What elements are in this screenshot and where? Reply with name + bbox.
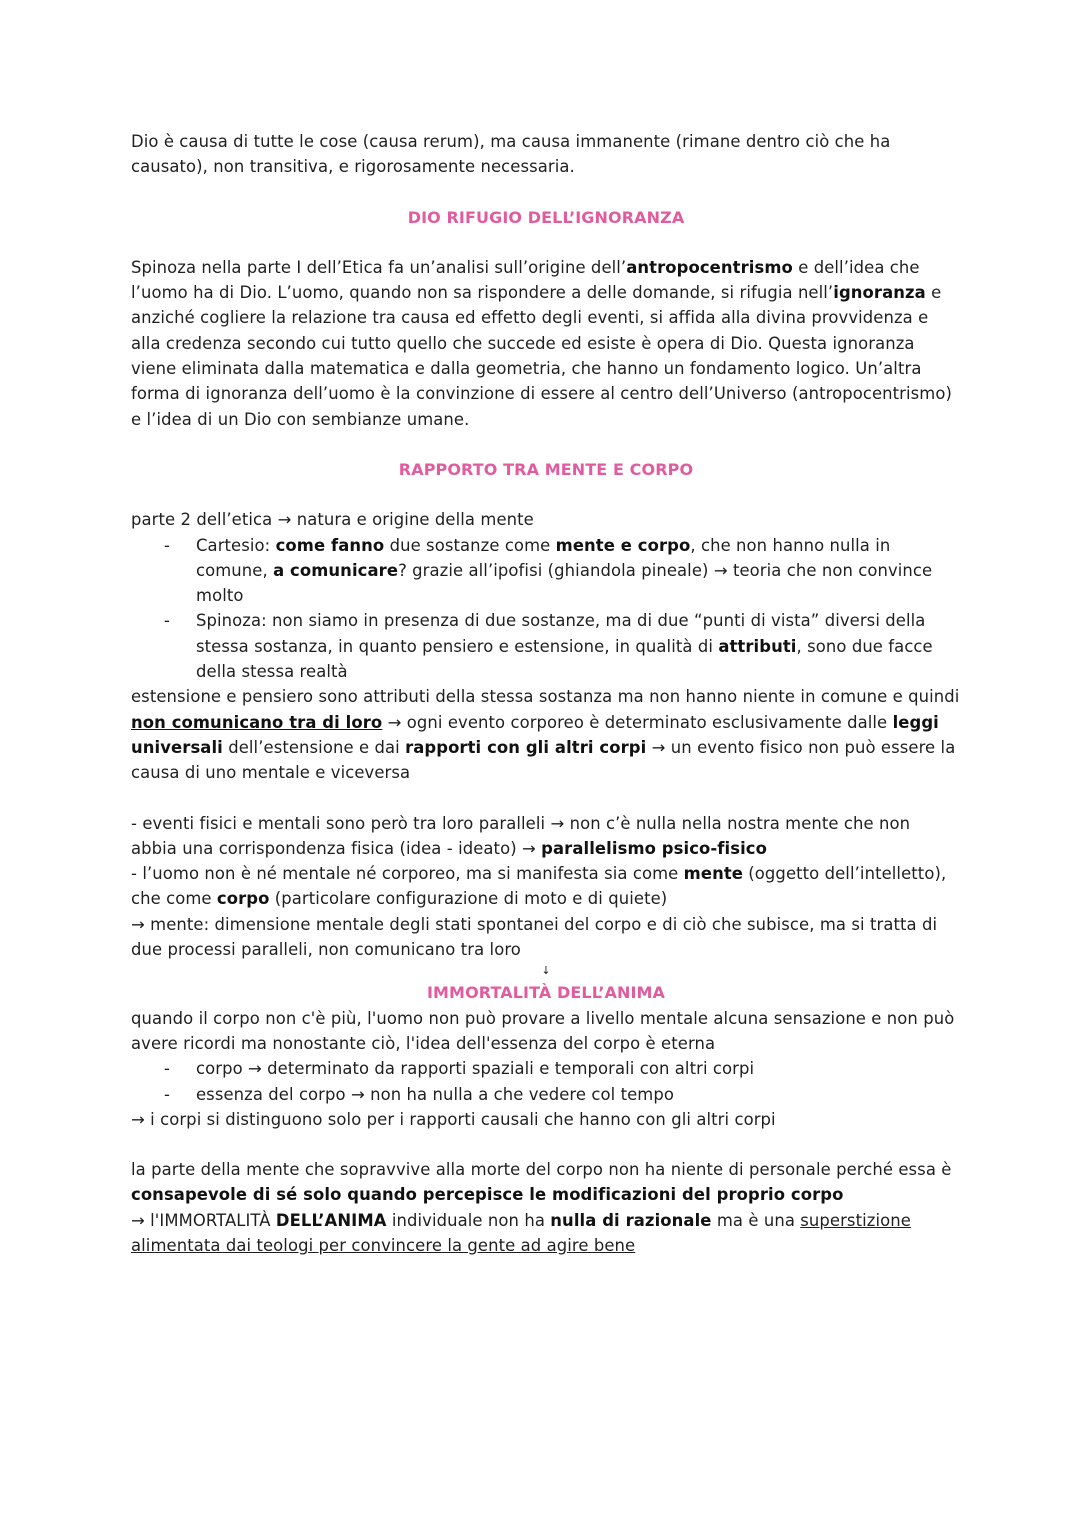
document-page: [131, 129, 961, 1258]
heading-dio-rifugio: DIO RIFUGIO DELL’IGNORANZA: [407, 207, 685, 227]
corpo-essenza-list: [131, 1056, 961, 1107]
immortalita-conclusion-paragraph: → l'IMMORTALITÀ DELL’ANIMA individuale non ha nulla di razionale ma è una superstizione alimentata dai teologi per convincere la gente ad agire bene: [131, 1210, 911, 1255]
parallelismo-paragraph: - eventi fisici e mentali sono però tra loro paralleli → non c’è nulla nella nostra mente che non abbia una corrispondenza fisica (idea - ideato) → parallelismo psico-fisico: [131, 813, 911, 858]
heading-rapporto-mente-corpo: RAPPORTO TRA MENTE E CORPO: [398, 459, 694, 479]
list-item: - Spinoza: non siamo in presenza di due sostanze, ma di due “punti di vista” diversi della stessa sostanza, in quanto pensiero e estensione, in qualità di attributi, sono due facce della stessa realtà: [164, 611, 933, 682]
etica-parte-2-line: parte 2 dell’etica → natura e origine della mente: [131, 510, 534, 530]
ignoranza-paragraph: Spinoza nella parte I dell’Etica fa un’analisi sull’origine dell’antropocentrismo e dell’idea che l’uomo ha di Dio. L’uomo, quando non sa rispondere a delle domande, si rifugia nell’ignoranza e anziché cogliere la relazione tra causa ed effetto degli eventi, si affida alla divina provvidenza e alla credenza secondo cui tutto quello che succede ed esiste è opera di Dio. Questa ignoranza viene eliminata dalla matematica e dalla geometria, che hanno un fondamento logico. Un’altra forma di ignoranza dell’uomo è la convinzione di essere al centro dell’Universo (antropocentrismo) e l’idea di un Dio con sembianze umane.: [131, 257, 952, 429]
corpo-non-c-e-paragraph: quando il corpo non c'è più, l'uomo non può provare a livello mentale alcuna sensazione e non può avere ricordi ma nonostante ciò, l'idea dell'essenza del corpo è eterna: [131, 1008, 955, 1053]
mente-paragraph: → mente: dimensione mentale degli stati spontanei del corpo e di ciò che subisce, ma si tratta di due processi paralleli, non comunicano tra loro: [131, 914, 938, 960]
list-item: - Cartesio: come fanno due sostanze come mente e corpo, che non hanno nulla in comune, a comunicare? grazie all’ipofisi (ghiandola pineale) → teoria che non convince molto: [164, 535, 933, 606]
list-item: - corpo → determinato da rapporti spaziali e temporali con altri corpi: [164, 1059, 755, 1079]
cartesio-spinoza-list: [131, 533, 961, 685]
intro-paragraph: Dio è causa di tutte le cose (causa rerum), ma causa immanente (rimane dentro ciò che ha causato), non transitiva, e rigorosamente necessaria.: [131, 132, 891, 177]
parte-mente-paragraph: la parte della mente che sopravvive alla morte del corpo non ha niente di personale perché essa è consapevole di sé solo quando percepisce le modificazioni del proprio corpo: [131, 1160, 952, 1205]
uomo-paragraph: - l’uomo non è né mentale né corporeo, ma si manifesta sia come mente (oggetto dell’intelletto), che come corpo (particolare configurazione di moto e di quiete): [131, 864, 947, 909]
heading-immortalita: IMMORTALITÀ DELL’ANIMA: [426, 983, 666, 1003]
corpi-distinguono-line: → i corpi si distinguono solo per i rapporti causali che hanno con gli altri corpi: [131, 1109, 776, 1129]
list-item: - essenza del corpo → non ha nulla a che vedere col tempo: [164, 1084, 675, 1104]
estensione-pensiero-paragraph: estensione e pensiero sono attributi della stessa sostanza ma non hanno niente in comune e quindi non comunicano tra di loro → ogni evento corporeo è determinato esclusivamente dalle leggi universali dell’estensione e dai rapporti con gli altri corpi → un evento fisico non può essere la causa di uno mentale e viceversa: [131, 687, 960, 783]
down-arrow-icon: ↓: [541, 964, 551, 978]
